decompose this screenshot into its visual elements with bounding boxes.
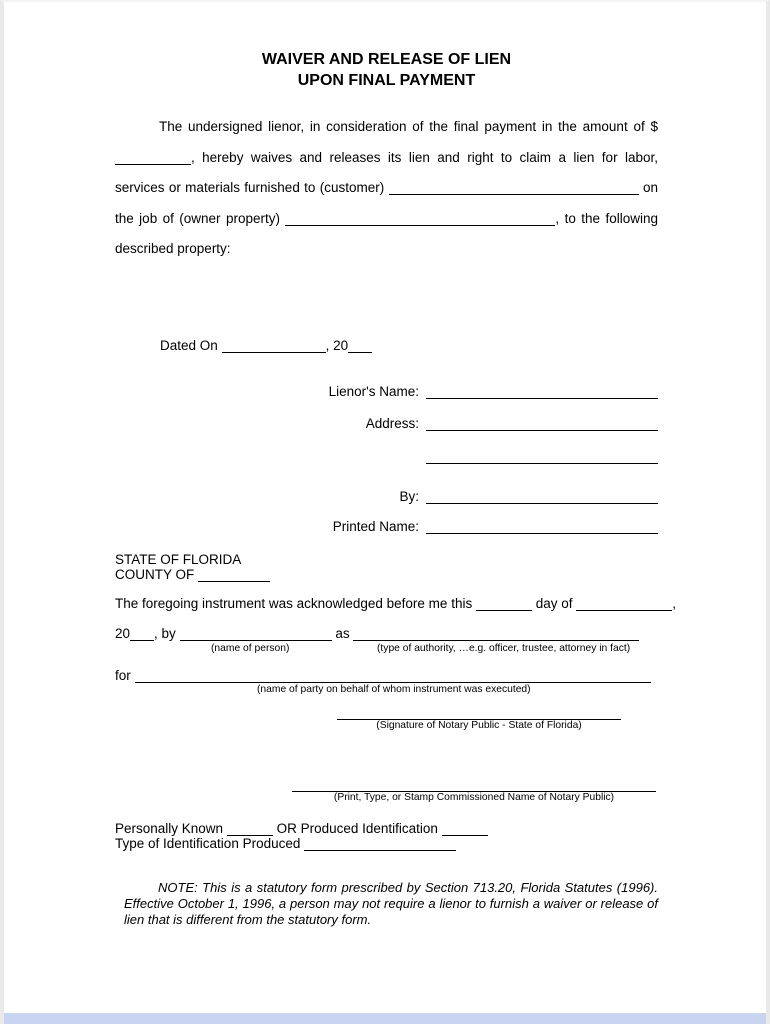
notary-signature-blank[interactable] bbox=[337, 707, 621, 720]
owner-property-blank[interactable] bbox=[285, 213, 555, 226]
acknowledgment-line-2 bbox=[115, 626, 639, 641]
paragraph-text-4: , to the following described property: bbox=[115, 210, 658, 256]
ack-as-label: as bbox=[335, 626, 350, 641]
authority-blank[interactable] bbox=[353, 628, 639, 641]
printed-name-blank[interactable] bbox=[426, 521, 658, 534]
amount-blank[interactable] bbox=[115, 152, 191, 165]
address-blank[interactable] bbox=[426, 418, 658, 431]
for-label: for bbox=[115, 668, 131, 683]
statutory-note: NOTE: This is a statutory form prescribed by Section 713.20, Florida Statutes (1996). Effective October 1, 1996, a person may not require a lienor to furnish a waiver or release of lien that is different from the statutory form. bbox=[124, 880, 658, 927]
ack-text-1: The foregoing instrument was acknowledged before me this bbox=[115, 596, 473, 611]
type-of-id-label: Type of Identification Produced bbox=[115, 836, 301, 851]
printed-name-label: Printed Name: bbox=[332, 519, 419, 534]
title-line-1: WAIVER AND RELEASE OF LIEN bbox=[261, 51, 512, 68]
caption-name-of-person: (name of person) bbox=[211, 643, 290, 654]
title-line-2: UPON FINAL PAYMENT bbox=[297, 72, 476, 89]
personally-known-blank[interactable] bbox=[227, 823, 273, 836]
for-row bbox=[115, 668, 651, 683]
ack-year-prefix: 20 bbox=[115, 626, 131, 641]
for-party-blank[interactable] bbox=[135, 670, 651, 683]
paragraph-text-1: The undersigned lienor, in consideration of the final payment in the amount of $ bbox=[159, 119, 658, 134]
or-produced-id-label: OR Produced Identification bbox=[276, 821, 438, 836]
caption-for-party: (name of party on behalf of whom instrument was executed) bbox=[257, 684, 531, 695]
document-title bbox=[115, 49, 658, 91]
dated-year-blank[interactable] bbox=[348, 340, 372, 353]
type-of-id-row bbox=[115, 836, 456, 851]
opening-paragraph bbox=[115, 112, 658, 265]
state-of-florida-line: STATE OF FLORIDA bbox=[115, 552, 242, 567]
personally-known-label: Personally Known bbox=[115, 821, 224, 836]
caption-notary-signature: (Signature of Notary Public - State of Florida) bbox=[376, 720, 582, 731]
address-line2-row bbox=[115, 449, 658, 464]
notary-printed-name-blank[interactable] bbox=[292, 779, 656, 792]
dated-year-prefix: , 20 bbox=[325, 338, 349, 353]
by-blank[interactable] bbox=[426, 491, 658, 504]
lienor-name-label: Lienor's Name: bbox=[328, 384, 419, 399]
year-blank[interactable] bbox=[130, 628, 154, 641]
county-label: COUNTY OF bbox=[115, 567, 195, 582]
acknowledgment-line-1 bbox=[115, 596, 676, 611]
ack-text-2: day of bbox=[535, 596, 573, 611]
dated-on-blank[interactable] bbox=[222, 340, 326, 353]
caption-notary-printed-name: (Print, Type, or Stamp Commissioned Name of Notary Public) bbox=[333, 792, 615, 803]
notary-signature-block bbox=[337, 705, 621, 731]
month-blank[interactable] bbox=[576, 598, 672, 611]
day-blank[interactable] bbox=[476, 598, 532, 611]
produced-id-blank[interactable] bbox=[442, 823, 488, 836]
person-name-blank[interactable] bbox=[180, 628, 332, 641]
by-row bbox=[115, 489, 658, 504]
page-bottom-border bbox=[0, 1013, 770, 1024]
address-label: Address: bbox=[365, 416, 419, 431]
ack-text-3: , bbox=[672, 596, 677, 611]
address-line2-blank[interactable] bbox=[426, 451, 658, 464]
caption-type-of-authority: (type of authority, …e.g. officer, trustee, attorney in fact) bbox=[377, 643, 631, 654]
paragraph-text-2: , hereby waives and releases its lien and right to claim a lien for labor, services or materials furnished to (customer) bbox=[115, 149, 658, 195]
dated-on-label: Dated On bbox=[160, 338, 218, 353]
by-label: By: bbox=[399, 489, 419, 504]
address-row bbox=[115, 416, 658, 431]
ack-by-label: , by bbox=[154, 626, 176, 641]
county-row bbox=[115, 567, 270, 582]
printed-name-row bbox=[115, 519, 658, 534]
customer-blank[interactable] bbox=[389, 182, 639, 195]
lienor-name-row bbox=[115, 384, 658, 399]
county-blank[interactable] bbox=[198, 569, 270, 582]
notary-printed-name-block bbox=[292, 777, 656, 803]
dated-on-row bbox=[160, 338, 372, 353]
document-content bbox=[115, 2, 677, 1015]
type-of-id-blank[interactable] bbox=[304, 838, 456, 851]
personally-known-row bbox=[115, 821, 488, 836]
paragraph-text-3: on the job of (owner property) bbox=[115, 180, 658, 226]
lienor-name-blank[interactable] bbox=[426, 386, 658, 399]
